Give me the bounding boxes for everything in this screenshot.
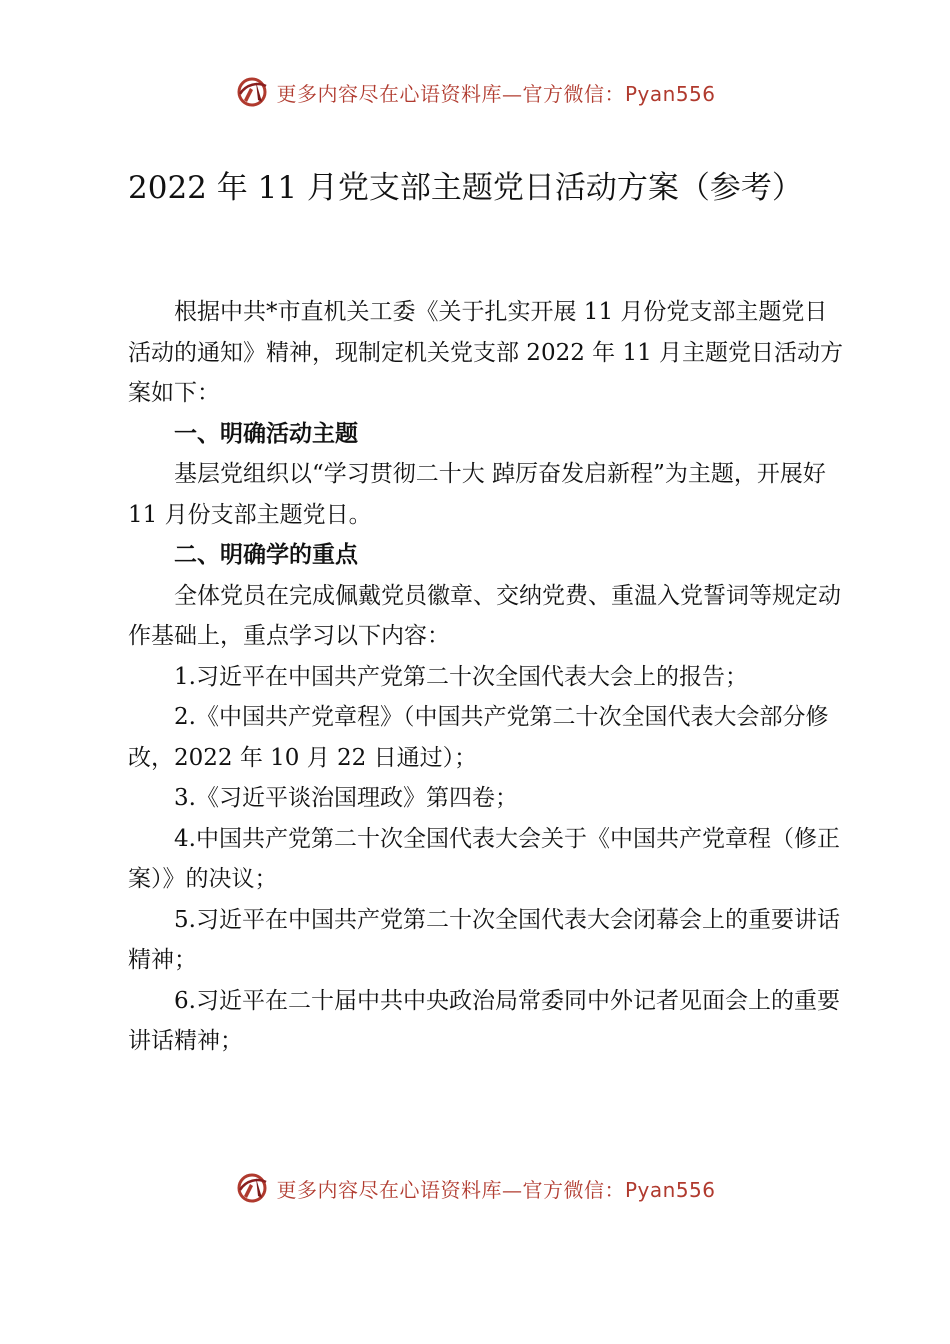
study-item-5: 5.习近平在中国共产党第二十次全国代表大会闭幕会上的重要讲话精神； <box>128 906 840 973</box>
study-item-3: 3.《习近平谈治国理政》第四卷； <box>174 785 518 811</box>
document-title: 2022 年 11 月党支部主题党日活动方案（参考） <box>128 170 803 206</box>
intro-paragraph: 根据中共*市直机关工委《关于扎实开展 11 月份党支部主题党日活动的通知》精神，现制定机关党支部 2022 年 11 月主题党日活动方案如下： <box>128 299 844 406</box>
study-item-2: 2.《中国共产党章程》（中国共产党第二十次全国代表大会部分修改，2022 年 10 月 22 日通过）； <box>128 704 829 771</box>
header-watermark <box>0 72 950 112</box>
section-1-paragraph: 基层党组织以“学习贯彻二十大 踔厉奋发启新程”为主题，开展好 11 月份支部主题党日。 <box>128 461 826 528</box>
watermark-text: 更多内容尽在心语资料库—官方微信：Pyan556 <box>276 1177 716 1202</box>
section-heading-2: 二、明确学的重点 <box>174 542 358 568</box>
brush-logo-icon <box>234 74 270 110</box>
footer-watermark <box>0 1168 950 1208</box>
study-item-1: 1.习近平在中国共产党第二十次全国代表大会上的报告； <box>174 663 748 690</box>
brush-logo-icon <box>234 1170 270 1206</box>
study-item-4: 4.中国共产党第二十次全国代表大会关于《中国共产党章程（修正案）》的决议； <box>128 825 840 892</box>
document-body <box>128 292 848 1062</box>
watermark-text: 更多内容尽在心语资料库—官方微信：Pyan556 <box>276 81 716 106</box>
study-item-6: 6.习近平在二十届中共中央政治局常委同中外记者见面会上的重要讲话精神； <box>128 987 840 1054</box>
section-2-paragraph: 全体党员在完成佩戴党员徽章、交纳党费、重温入党誓词等规定动作基础上，重点学习以下内容： <box>128 582 841 649</box>
section-heading-1: 一、明确活动主题 <box>174 420 358 447</box>
